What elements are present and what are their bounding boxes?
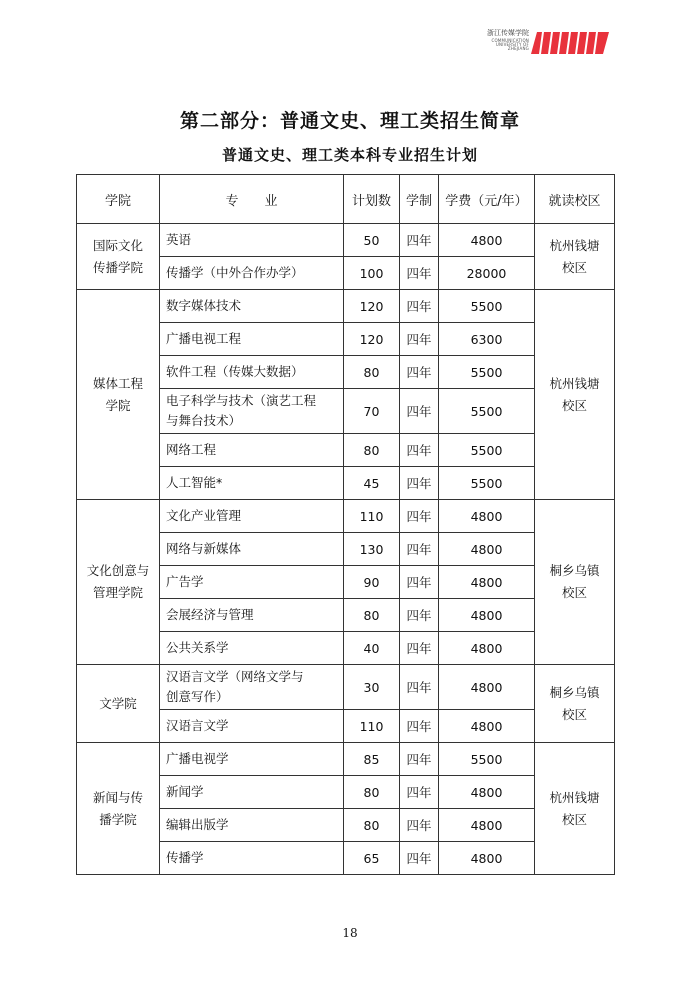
table-row [77,500,615,533]
plan-count-cell: 80 [344,356,400,389]
major-cell: 公共关系学 [160,632,344,665]
tuition-cell: 5500 [439,356,535,389]
table-row [77,743,615,776]
plan-count-cell: 40 [344,632,400,665]
university-logo [477,28,609,62]
college-cell: 媒体工程 学院 [77,290,160,500]
major-cell: 文化产业管理 [160,500,344,533]
tuition-cell: 4800 [439,632,535,665]
major-cell: 广播电视工程 [160,323,344,356]
plan-count-cell: 30 [344,665,400,710]
college-cell: 文学院 [77,665,160,743]
plan-count-cell: 120 [344,290,400,323]
major-cell: 广播电视学 [160,743,344,776]
logo-stripes-icon [531,32,609,54]
campus-cell: 桐乡乌镇 校区 [535,665,615,743]
header-campus: 就读校区 [535,175,615,224]
plan-count-cell: 90 [344,566,400,599]
campus-cell: 杭州钱塘 校区 [535,743,615,875]
tuition-cell: 5500 [439,467,535,500]
major-cell: 汉语言文学 [160,710,344,743]
plan-count-cell: 45 [344,467,400,500]
plan-count-cell: 70 [344,389,400,434]
tuition-cell: 4800 [439,533,535,566]
plan-count-cell: 120 [344,323,400,356]
plan-count-cell: 85 [344,743,400,776]
table-row [77,224,615,257]
header-plan-count: 计划数 [344,175,400,224]
duration-cell: 四年 [400,632,439,665]
duration-cell: 四年 [400,323,439,356]
duration-cell: 四年 [400,743,439,776]
header-college: 学院 [77,175,160,224]
table-row [77,290,615,323]
plan-count-cell: 80 [344,809,400,842]
page-number: 18 [342,926,358,940]
major-cell: 广告学 [160,566,344,599]
duration-cell: 四年 [400,389,439,434]
campus-cell: 杭州钱塘 校区 [535,290,615,500]
tuition-cell: 28000 [439,257,535,290]
college-cell: 新闻与传 播学院 [77,743,160,875]
major-cell: 编辑出版学 [160,809,344,842]
major-cell: 软件工程（传媒大数据） [160,356,344,389]
major-cell: 人工智能* [160,467,344,500]
duration-cell: 四年 [400,710,439,743]
major-cell: 会展经济与管理 [160,599,344,632]
duration-cell: 四年 [400,533,439,566]
header-duration: 学制 [400,175,439,224]
duration-cell: 四年 [400,599,439,632]
tuition-cell: 4800 [439,224,535,257]
plan-count-cell: 80 [344,434,400,467]
tuition-cell: 4800 [439,809,535,842]
duration-cell: 四年 [400,467,439,500]
duration-cell: 四年 [400,776,439,809]
plan-count-cell: 110 [344,500,400,533]
plan-count-cell: 100 [344,257,400,290]
duration-cell: 四年 [400,356,439,389]
major-cell: 网络工程 [160,434,344,467]
tuition-cell: 4800 [439,599,535,632]
enrollment-plan-table [76,174,615,875]
tuition-cell: 6300 [439,323,535,356]
major-cell: 新闻学 [160,776,344,809]
college-cell: 文化创意与 管理学院 [77,500,160,665]
duration-cell: 四年 [400,434,439,467]
table-body [77,224,615,875]
table-row [77,665,615,710]
duration-cell: 四年 [400,665,439,710]
major-cell: 汉语言文学（网络文学与 创意写作） [160,665,344,710]
duration-cell: 四年 [400,224,439,257]
major-cell: 数字媒体技术 [160,290,344,323]
duration-cell: 四年 [400,257,439,290]
plan-count-cell: 50 [344,224,400,257]
major-cell: 电子科学与技术（演艺工程 与舞台技术） [160,389,344,434]
plan-count-cell: 130 [344,533,400,566]
tuition-cell: 4800 [439,842,535,875]
college-cell: 国际文化 传播学院 [77,224,160,290]
plan-count-cell: 80 [344,599,400,632]
tuition-cell: 4800 [439,500,535,533]
campus-cell: 杭州钱塘 校区 [535,224,615,290]
tuition-cell: 4800 [439,710,535,743]
logo-english-name: COMMUNICATION UNIVERSITY OF ZHEJIANG [491,38,529,51]
tuition-cell: 5500 [439,389,535,434]
duration-cell: 四年 [400,842,439,875]
duration-cell: 四年 [400,809,439,842]
tuition-cell: 5500 [439,434,535,467]
header-major: 专 业 [160,175,344,224]
header-tuition: 学费（元/年） [439,175,535,224]
plan-count-cell: 65 [344,842,400,875]
plan-count-cell: 80 [344,776,400,809]
table-header-row [77,175,615,224]
duration-cell: 四年 [400,500,439,533]
logo-text [477,30,529,51]
tuition-cell: 4800 [439,776,535,809]
major-cell: 传播学 [160,842,344,875]
major-cell: 英语 [160,224,344,257]
major-cell: 传播学（中外合作办学） [160,257,344,290]
duration-cell: 四年 [400,566,439,599]
tuition-cell: 5500 [439,743,535,776]
page-title: 第二部分：普通文史、理工类招生简章 [179,110,520,132]
tuition-cell: 5500 [439,290,535,323]
campus-cell: 桐乡乌镇 校区 [535,500,615,665]
logo-chinese-name: 浙江传媒学院 [487,29,529,37]
major-cell: 网络与新媒体 [160,533,344,566]
tuition-cell: 4800 [439,665,535,710]
plan-count-cell: 110 [344,710,400,743]
duration-cell: 四年 [400,290,439,323]
table-title: 普通文史、理工类本科专业招生计划 [221,146,478,164]
tuition-cell: 4800 [439,566,535,599]
